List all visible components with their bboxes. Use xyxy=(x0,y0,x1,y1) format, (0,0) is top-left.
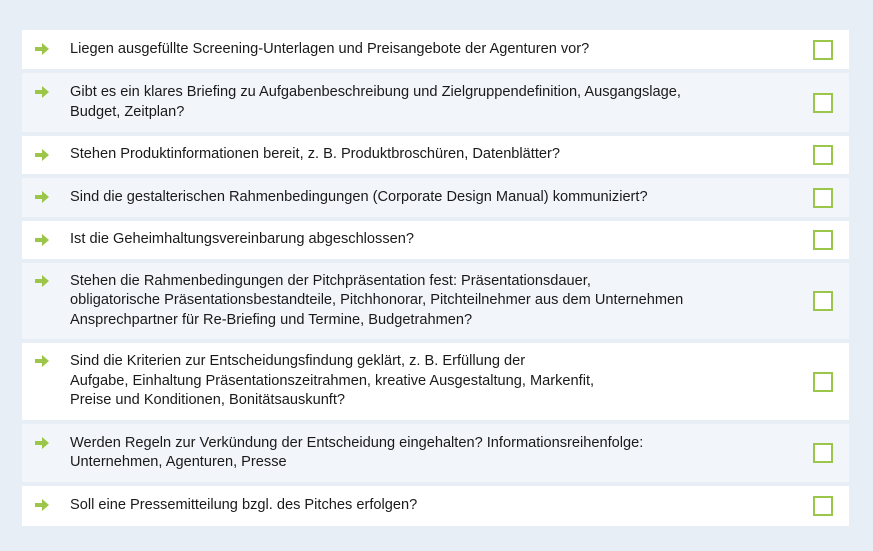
checklist-item xyxy=(22,136,849,174)
arrow-right-icon xyxy=(34,498,62,512)
checkbox[interactable] xyxy=(813,443,833,463)
checklist-item xyxy=(22,263,849,339)
checklist-item-text: Sind die Kriterien zur Entscheidungsfindung geklärt, z. B. Erfüllung der Aufgabe, Einhaltung Präsentationszeitrahmen, kreative Ausgestaltung, Markenfit, Preise und Konditionen, Bonitätsauskunft? xyxy=(70,353,595,409)
checklist-item xyxy=(22,178,849,217)
arrow-right-icon xyxy=(34,354,62,368)
checklist-item-text: Stehen die Rahmenbedingungen der Pitchpräsentation fest: Präsentationsdauer, obligatorische Präsentationsbestandteile, Pitchhonorar, Pitchteilnehmer aus dem Unternehmen Ansprechpartner für Re-Briefing und Termine, Budgetrahmen? xyxy=(70,272,684,328)
arrow-right-icon xyxy=(34,274,62,288)
checklist-item xyxy=(22,30,849,69)
checklist-item-text: Gibt es ein klares Briefing zu Aufgabenbeschreibung und Zielgruppendefinition, Ausgangslage, Budget, Zeitplan? xyxy=(70,84,681,120)
arrow-right-icon xyxy=(34,190,62,204)
checklist-item xyxy=(22,221,849,259)
checkbox[interactable] xyxy=(813,40,833,60)
checklist xyxy=(22,30,849,526)
checkbox[interactable] xyxy=(813,93,833,113)
checkbox[interactable] xyxy=(813,496,833,516)
checklist-item xyxy=(22,73,849,132)
checklist-item-text: Liegen ausgefüllte Screening-Unterlagen und Preisangebote der Agenturen vor? xyxy=(70,40,590,57)
checklist-item xyxy=(22,343,849,420)
arrow-right-icon xyxy=(34,233,62,247)
checklist-item-text: Ist die Geheimhaltungsvereinbarung abgeschlossen? xyxy=(70,231,414,248)
arrow-right-icon xyxy=(34,436,62,450)
checkbox[interactable] xyxy=(813,372,833,392)
checkbox[interactable] xyxy=(813,188,833,208)
checkbox[interactable] xyxy=(813,291,833,311)
checklist-item-text: Sind die gestalterischen Rahmenbedingungen (Corporate Design Manual) kommuniziert? xyxy=(70,188,648,205)
arrow-right-icon xyxy=(34,148,62,162)
arrow-right-icon xyxy=(34,42,62,56)
checkbox[interactable] xyxy=(813,230,833,250)
checklist-item xyxy=(22,424,849,482)
checkbox[interactable] xyxy=(813,145,833,165)
checklist-item-text: Stehen Produktinformationen bereit, z. B. Produktbroschüren, Datenblätter? xyxy=(70,146,560,163)
checklist-item-text: Werden Regeln zur Verkündung der Entscheidung eingehalten? Informationsreihenfolge: Unternehmen, Agenturen, Presse xyxy=(70,434,644,470)
arrow-right-icon xyxy=(34,85,62,99)
checklist-item xyxy=(22,486,849,526)
checklist-item-text: Soll eine Pressemitteilung bzgl. des Pitches erfolgen? xyxy=(70,497,418,514)
